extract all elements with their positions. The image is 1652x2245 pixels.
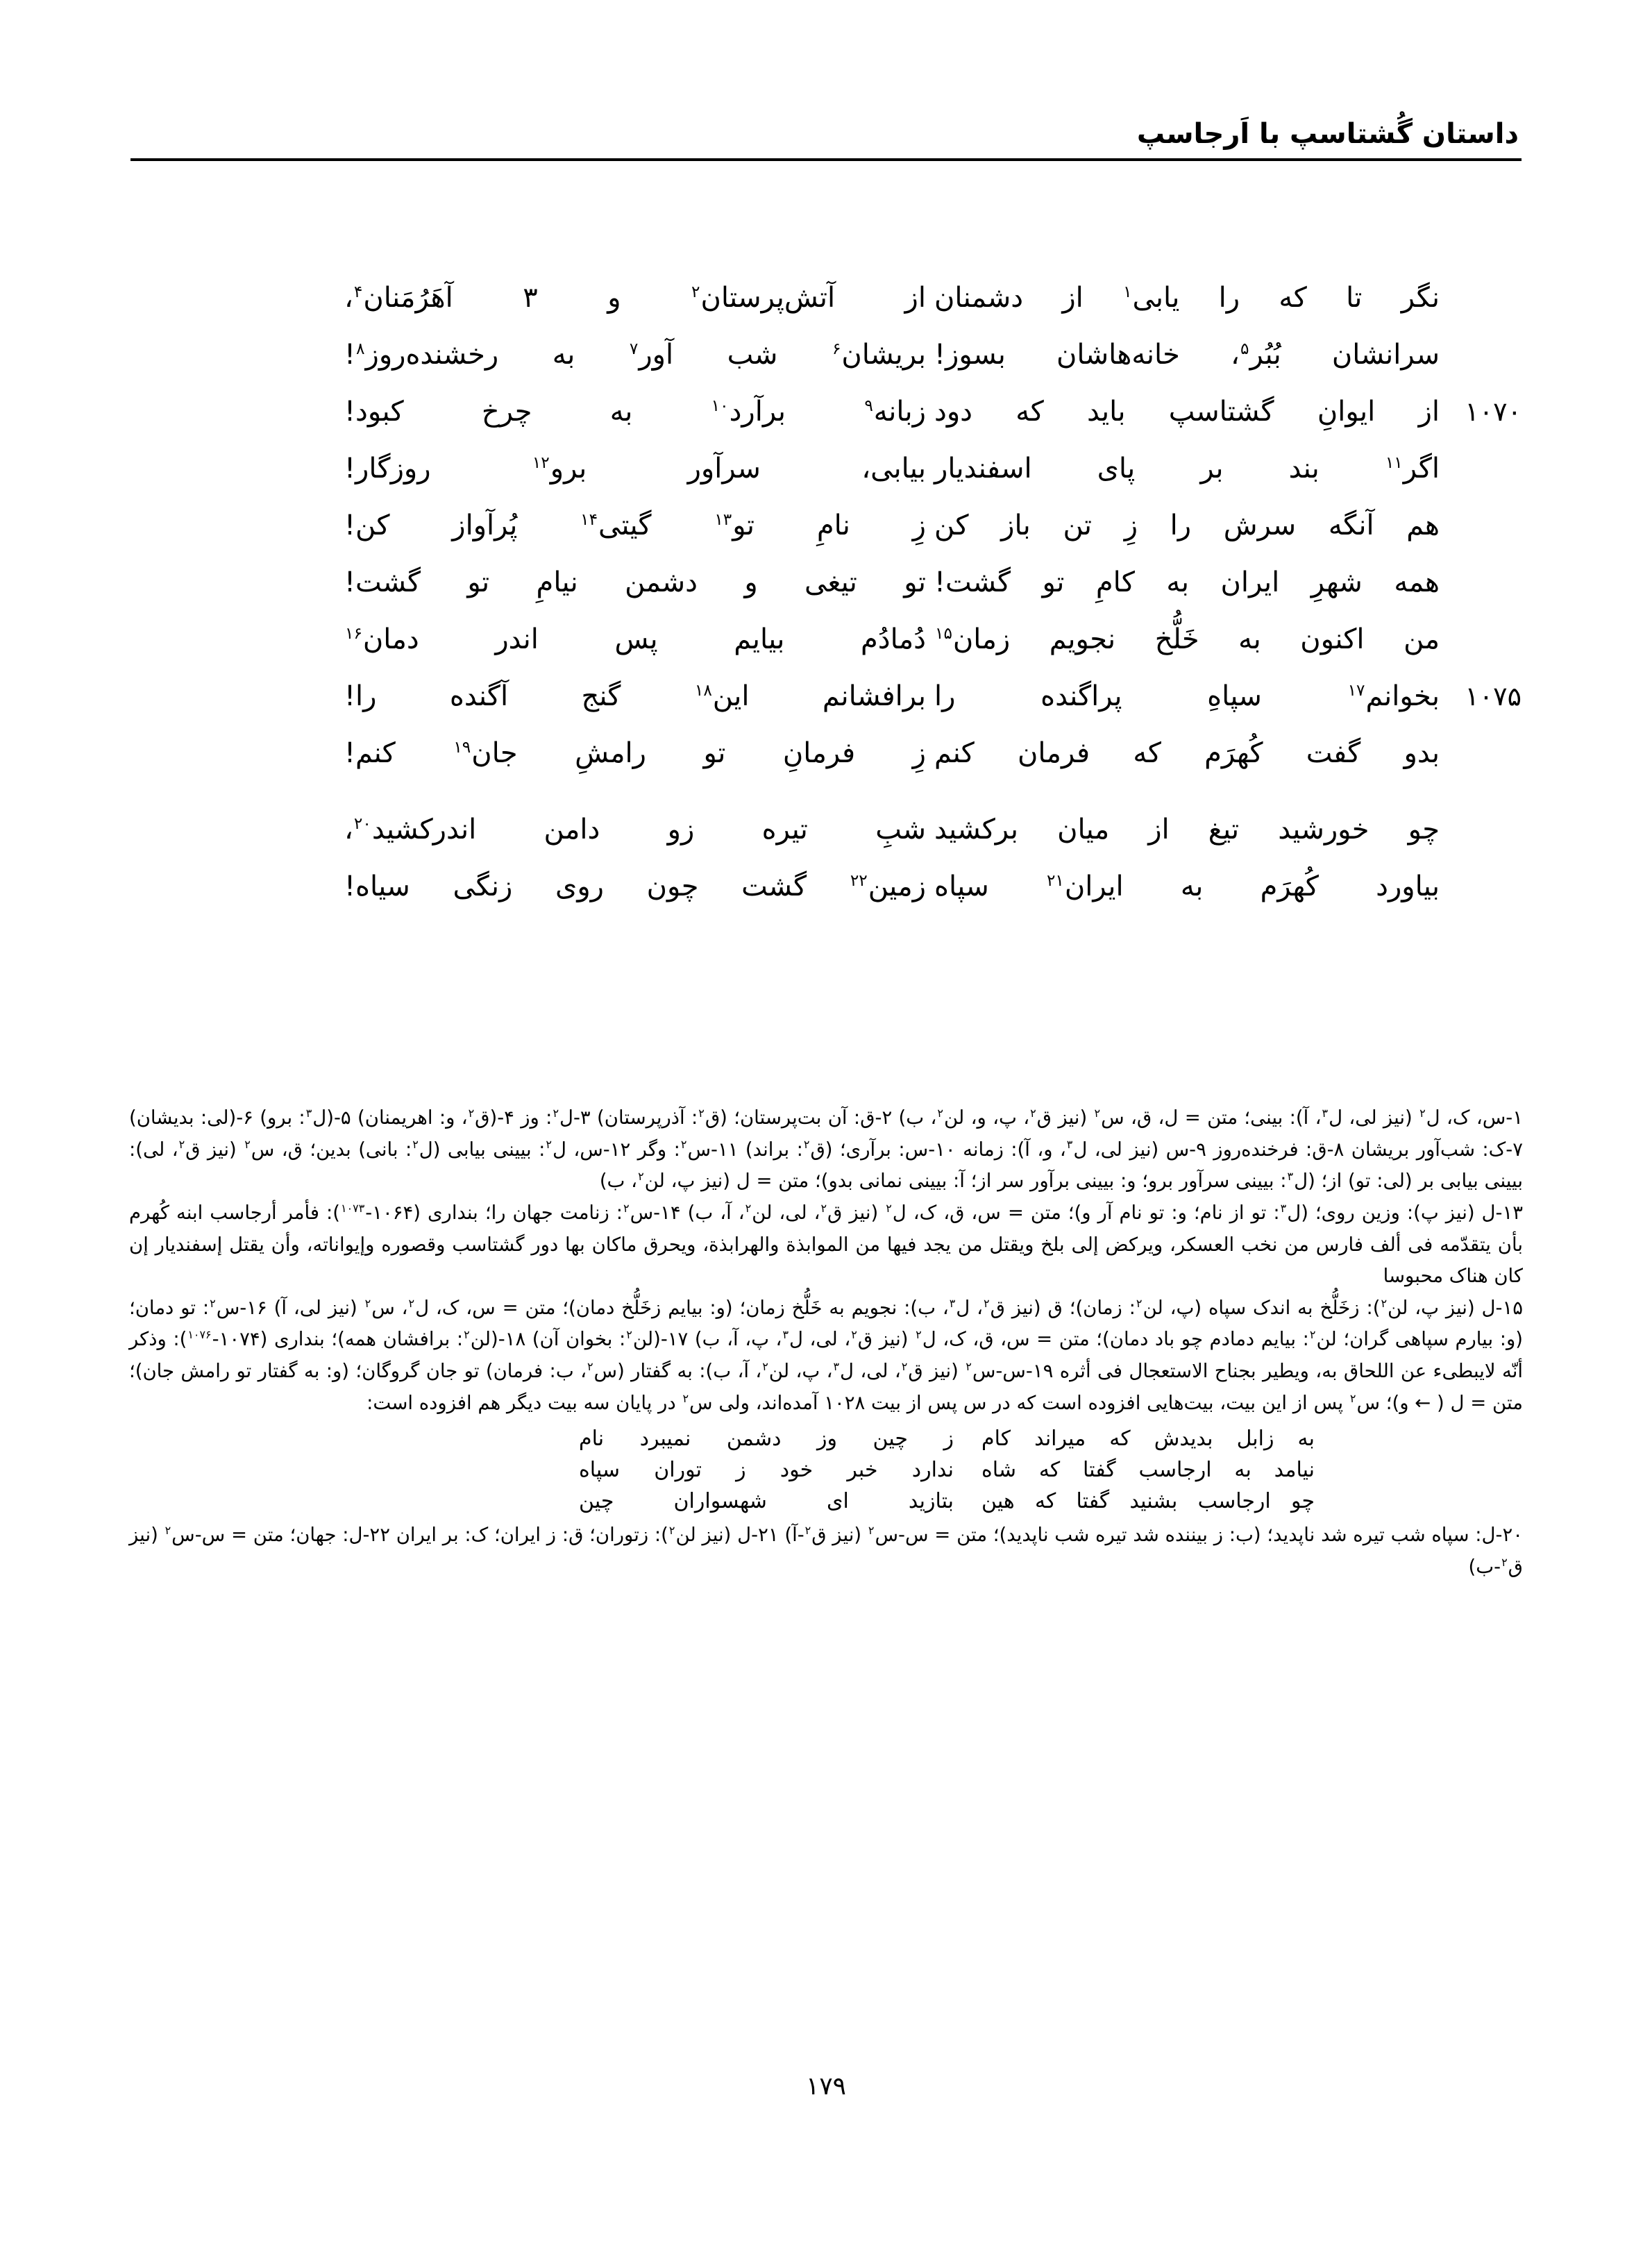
running-head xyxy=(130,117,1522,161)
apparatus-quoted-verses xyxy=(129,1423,1523,1517)
verse-couplet xyxy=(130,619,1522,659)
footnote-marker: ۲ xyxy=(412,1138,419,1152)
footnote-marker: ۲ xyxy=(745,1201,752,1215)
footnote-marker: ۲ xyxy=(804,1524,811,1538)
footnote-marker: ۲ xyxy=(1030,1106,1036,1120)
hemistich-second: زِ فرمانِ تو رامشِ جان$^{۱۹}$ کنم! xyxy=(344,737,926,769)
footnote-marker: ۲ xyxy=(1094,1106,1101,1120)
footnote-marker: ۲ xyxy=(901,1359,908,1373)
footnote-marker: ۲ xyxy=(680,1138,687,1152)
apparatus-note: ۲۰-ل: سپاه شب تیره شد ناپدید؛ (ب: ز بیننده شد تیره شب ناپدید)؛ متن = س-س$^۲$ (نیز ق$^۲$-آ) ۲۱-ل (نیز لن$^۲$): زتوران؛ ق: ز ایران؛ ک: بر ایران ۲۲-ل: جهان؛ متن = س-س$^۲$ (نیز ق$^۲$-ب) xyxy=(129,1524,1523,1579)
footnote-marker: ۲۱ xyxy=(1046,871,1064,890)
footnote-marker: ۱۰۷۳ xyxy=(341,1201,365,1215)
verse-couplet xyxy=(130,448,1522,489)
footnote-marker: ۶ xyxy=(832,339,841,358)
footnote-marker: ۱۰ xyxy=(711,396,729,415)
quoted-hemistich-second: بتازید ای شهسواران چین xyxy=(579,1489,954,1514)
footnote-marker: ۲ xyxy=(820,1201,827,1215)
footnote-marker: ۵ xyxy=(1240,339,1249,358)
footnote-marker: ۲ xyxy=(364,1296,371,1310)
footnote-marker: ۱۸ xyxy=(694,680,712,700)
footnote-marker: ۲ xyxy=(682,1391,689,1405)
quoted-hemistich-first: نیامد به ارجاسب گفتا که شاه xyxy=(981,1458,1315,1483)
footnote-marker: ۲ xyxy=(691,282,700,301)
footnote-marker: ۲ xyxy=(553,1106,559,1120)
quoted-hemistich-first: چو ارجاسب بشنید گفتا که هین xyxy=(981,1489,1315,1514)
footnote-marker: ۱ xyxy=(1123,282,1132,301)
hemistich-second: از آتش‌پرستان$^۲$ و ۳ آهَرُمَنان$^۴$، xyxy=(344,282,926,314)
footnote-marker: ۲ xyxy=(1419,1106,1426,1120)
verse-couplet xyxy=(130,505,1522,546)
footnote-marker: ۳ xyxy=(833,1359,840,1373)
footnote-marker: ۳ xyxy=(949,1296,956,1310)
hemistich-first: چو خورشید تیغ از میان برکشید xyxy=(934,814,1440,846)
verse-couplet xyxy=(130,278,1522,318)
footnote-marker: ۲ xyxy=(966,1359,972,1373)
footnote-marker: ۷ xyxy=(629,339,639,358)
quoted-hemistich-second: ز چین وز دشمن نمیبرد نام xyxy=(579,1427,954,1452)
footnote-marker: ۲ xyxy=(762,1359,768,1373)
verse-block xyxy=(130,278,1522,923)
verse-couplet xyxy=(130,335,1522,375)
footnote-marker: ۲ xyxy=(546,1138,552,1152)
running-head-title: داستان گُشتاسپ با اَرجاسپ xyxy=(1136,118,1519,150)
hemistich-second: شبِ تیره زو دامن اندرکشید$^{۲۰}$، xyxy=(344,814,926,846)
footnote-marker: ۲ xyxy=(178,1138,185,1152)
footnote-marker: ۲ xyxy=(638,1170,644,1184)
footnote-marker: ۲۲ xyxy=(850,871,868,890)
verse-couplet xyxy=(130,562,1522,603)
footnote-marker: ۱۰۷۶ xyxy=(187,1328,212,1342)
hemistich-first: من اکنون به خَلُّخ نجویم زمان$^{۱۵}$ xyxy=(935,623,1440,655)
hemistich-first: بدو گفت کُهرَم که فرمان کنم xyxy=(934,737,1440,769)
footnote-marker: ۱۵ xyxy=(935,623,952,643)
footnote-marker: ۲ xyxy=(408,1296,415,1310)
critical-apparatus xyxy=(129,1102,1523,1583)
footnote-marker: ۲ xyxy=(165,1524,171,1538)
footnote-marker: ۲ xyxy=(1349,1391,1356,1405)
footnote-marker: ۳ xyxy=(1280,1201,1287,1215)
hemistich-second: دُمادُم بیایم پس اندر دمان$^{۱۶}$ xyxy=(345,623,926,655)
footnote-marker: ۲ xyxy=(868,1524,875,1538)
hemistich-first: نگر تا که را یابی$^۱$ از دشمنان xyxy=(934,282,1440,314)
hemistich-first: اگر$^{۱۱}$ بند بر پای اسفندیار xyxy=(934,453,1440,485)
hemistich-second: بریشان$^۶$ شب آور$^۷$ به رخشنده‌روز$^۸$! xyxy=(344,339,926,371)
verse-couplet xyxy=(130,676,1522,716)
hemistich-first: بیاورد کُهرَم به ایران$^{۲۱}$ سپاه xyxy=(934,871,1440,902)
running-head-rule xyxy=(130,158,1522,161)
quoted-hemistich-second: ندارد خبر خود ز توران سپاه xyxy=(579,1458,954,1483)
footnote-marker: ۳ xyxy=(305,1106,312,1120)
footnote-marker: ۱۹ xyxy=(453,737,471,757)
verse-number: ۱۰۷۵ xyxy=(1465,681,1522,712)
footnote-marker: ۲۰ xyxy=(353,814,371,833)
footnote-marker: ۲ xyxy=(1501,1555,1508,1569)
verse-couplet xyxy=(130,809,1522,850)
footnote-marker: ۲ xyxy=(937,1106,943,1120)
folio-number: ۱۷۹ xyxy=(805,2072,846,2101)
footnote-marker: ۳ xyxy=(782,1328,789,1342)
hemistich-second: زمین$^{۲۲}$ گشت چون روی زنگی سیاه! xyxy=(344,871,926,902)
hemistich-second: بیابی، سرآور برو$^{۱۲}$ روزگار! xyxy=(344,453,926,485)
footnote-marker: ۲ xyxy=(623,1201,630,1215)
hemistich-first: هم آنگه سرش را زِ تن باز کن xyxy=(934,510,1440,541)
footnote-marker: ۲ xyxy=(851,1328,857,1342)
hemistich-first: از ایوانِ گشتاسپ باید که دود xyxy=(934,396,1440,428)
quoted-couplet xyxy=(129,1454,1523,1486)
footnote-marker: ۱۱ xyxy=(1385,453,1403,472)
footnote-marker: ۱۴ xyxy=(580,510,598,529)
apparatus-note: ۱-س، ک، ل$^۲$ (نیز لی، ل$^۳$، آ): بینی؛ متن = ل، ق، س$^۲$ (نیز ق$^۲$، پ، و، لن$^۲$، ب) ۲-ق: آن بت‌پرستان؛ (ق$^۲$: آذرپرستان) ۳-ل$^۲$: وز ۴-(ق$^۲$، و: اهریمنان) ۵-(ل$^۳$: برو) ۶-(لی: بدیشان) ۷-ک: شب‌آور بریشان ۸-ق: فرخنده‌روز ۹-س (نیز لی، ل$^۳$، و، آ): زمانه ۱۰-س: برآری؛ (ق$^۲$: براند) ۱۱-س$^۲$: وگر ۱۲-س، ل$^۲$: بیینی بیابی (ل$^۲$: بانی) بدین؛ ق، س$^۲$ (نیز ق$^۲$، لی): بیینی بیابی بر (لی: تو) از؛ (ل$^۳$: بیینی سرآور برو؛ و: بیینی برآور سر از؛ آ: بیینی نمانی بدو)؛ متن = ل (نیز پ، لن$^۲$، ب) xyxy=(129,1106,1523,1193)
footnote-marker: ۲ xyxy=(587,1359,593,1373)
footnote-marker: ۲ xyxy=(1309,1328,1316,1342)
verse-couplet xyxy=(130,733,1522,773)
footnote-marker: ۳ xyxy=(1066,1138,1073,1152)
quoted-couplet xyxy=(129,1423,1523,1454)
verse-number: ۱۰۷۰ xyxy=(1465,396,1522,427)
footnote-marker: ۲ xyxy=(916,1328,922,1342)
footnote-marker: ۹ xyxy=(864,396,873,415)
footnote-marker: ۲ xyxy=(244,1138,251,1152)
verse-couplet xyxy=(130,866,1522,907)
footnote-marker: ۱۷ xyxy=(1347,680,1365,700)
footnote-marker: ۲ xyxy=(1381,1296,1388,1310)
hemistich-first: بخوانم$^{۱۷}$ سپاهِ پراگنده را xyxy=(934,680,1440,712)
hemistich-second: زِ نامِ تو$^{۱۳}$ گیتی$^{۱۴}$ پُرآواز کن! xyxy=(344,510,926,541)
footnote-marker: ۲ xyxy=(464,1328,470,1342)
hemistich-second: برافشانم این$^{۱۸}$ گنج آگنده را! xyxy=(344,680,926,712)
footnote-marker: ۲ xyxy=(626,1328,632,1342)
apparatus-note: ۱۵-ل (نیز پ، لن$^۲$): زخَلُّخ به اندک سپاه (پ، لن$^۲$: زمان)؛ ق (نیز ق$^۲$، ل$^۳$، ب): نجویم به خَلُّخ زمان؛ (و: بیایم زخَلُّخ دمان)؛ متن = س، ک، ل$^۲$، س$^۲$ (نیز لی، آ) ۱۶-س$^۲$: تو دمان؛ (و: بیارم سپاهی گران؛ لن$^۲$: بیایم دمادم چو باد دمان)؛ متن = س، ق، ک، ل$^۲$ (نیز ق$^۲$، لی، ل$^۳$، پ، آ، ب) ۱۷-(لن$^۲$: بخوان آن) ۱۸-(لن$^۲$: برافشان همه)؛ بنداری (۱۰۷۴-$^{۱۰۷۶}$): وذکر أنّه لایبطیء عن اللحاق به، ویطیر بجناح الاستعجال فی أثره ۱۹-س-س$^۲$ (نیز ق$^۲$، لی، ل$^۳$، پ، لن$^۲$، آ، ب): به گفتار (س$^۲$، ب: فرمان) تو جان گروگان؛ (و: به گفتار تو رامش جان)؛ متن = ل ( ← و)؛ س$^۲$ پس از این بیت، بیت‌هایی افزوده است که در س پس از بیت ۱۰۲۸ آمده‌اند، ولی س$^۲$ در پایان سه بیت دیگر هم افزوده است: xyxy=(129,1296,1523,1414)
footnote-marker: ۲ xyxy=(1136,1296,1143,1310)
footnote-marker: ۱۳ xyxy=(714,510,732,529)
footnote-marker: ۲ xyxy=(984,1296,990,1310)
footnote-marker: ۲ xyxy=(468,1106,475,1120)
hemistich-first: همه شهرِ ایران به کامِ تو گشت! xyxy=(934,566,1440,598)
verse-couplet xyxy=(130,392,1522,432)
footnote-marker: ۸ xyxy=(356,339,365,358)
footnote-marker: ۳ xyxy=(1287,1170,1294,1184)
footnote-marker: ۲ xyxy=(886,1201,892,1215)
quoted-hemistich-first: به زابل بدیدش که میراند کام xyxy=(981,1427,1315,1452)
footnote-marker: ۲ xyxy=(668,1524,675,1538)
footnote-marker: ۴ xyxy=(353,282,363,301)
footnote-marker: ۲ xyxy=(210,1296,216,1310)
hemistich-second: تو تیغی و دشمن نیامِ تو گشت! xyxy=(344,566,926,598)
footnote-marker: ۳ xyxy=(1322,1106,1329,1120)
hemistich-second: زبانه$^۹$ برآرد$^{۱۰}$ به چرخ کبود! xyxy=(344,396,926,428)
hemistich-first: سرانشان بُبُر$^۵$، خانه‌هاشان بسوز! xyxy=(934,339,1440,371)
footnote-marker: ۲ xyxy=(698,1106,705,1120)
footnote-marker: ۱۶ xyxy=(345,623,362,643)
apparatus-note: ۱۳-ل (نیز پ): وزین روی؛ (ل$^۳$: تو از نام؛ و: تو نام آر و)؛ متن = س، ق، ک، ل$^۲$ (نیز ق$^۲$، لی، لن$^۲$، آ، ب) ۱۴-س$^۲$: زنامت جهان را؛ بنداری (۱۰۶۴-$^{۱۰۷۳}$): فأمر أرجاسب ابنه کُهرم بأن یتقدّمه فی ألف فارس من نخب العسکر، ویرکض إلی بلخ ویقتل من یجد فیها من الموابذة والهرابذة، ویحرق ماکان بها دور گشتاسب وقصوره وإیواناته، وأن یقتل إسفندیار إن کان هناک محبوسا xyxy=(129,1201,1524,1288)
footnote-marker: ۱۲ xyxy=(532,453,550,472)
footnote-marker: ۲ xyxy=(803,1138,810,1152)
quoted-couplet xyxy=(129,1486,1523,1517)
